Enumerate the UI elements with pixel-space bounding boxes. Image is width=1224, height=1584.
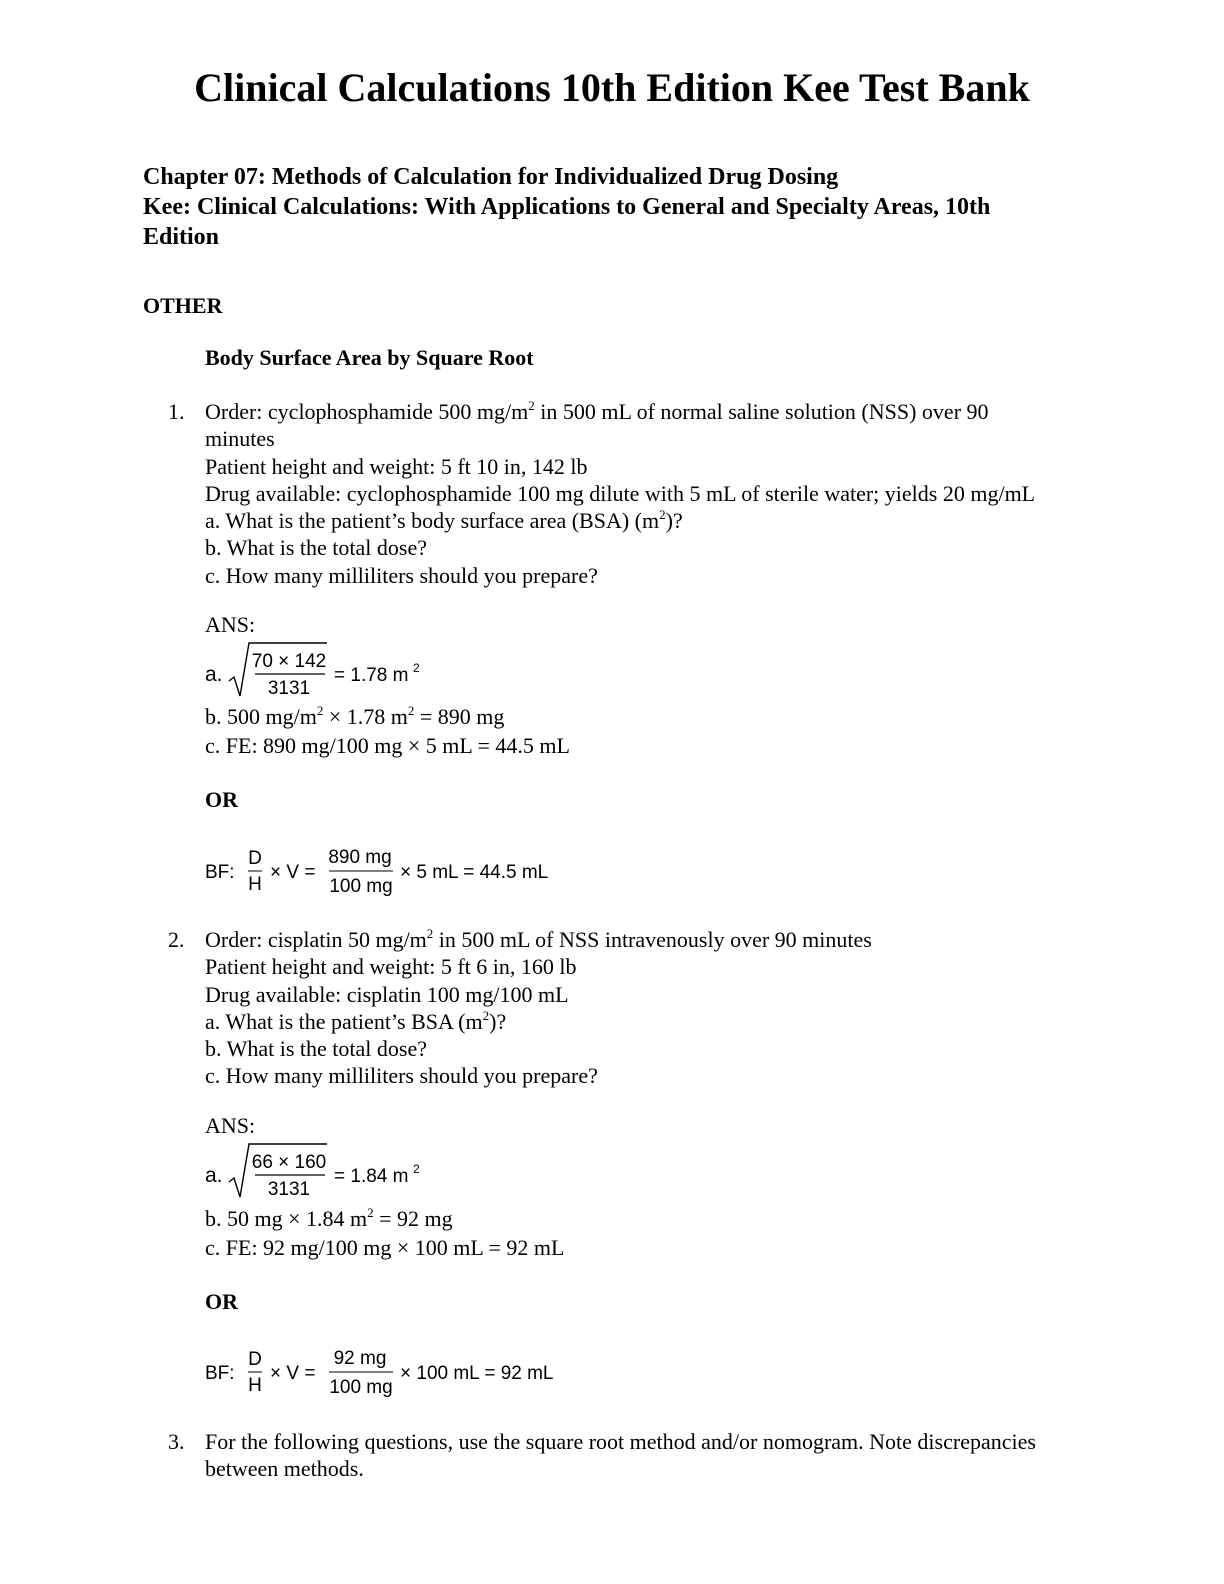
formula-result-exponent: 2 <box>413 661 420 675</box>
chapter-title: Chapter 07: Methods of Calculation for Individualized Drug Dosing <box>143 164 839 190</box>
question-text: For the following questions, use the square root method and/or nomogram. Note discrepancies <box>205 1429 1036 1454</box>
question-a: a. What is the patient’s body surface area (BSA) $(m^2)$? <box>205 507 683 534</box>
answer-c: c. FE: 92 mg/100 mg × 100 mL = 92 mL <box>205 1235 565 1260</box>
bf-tail: × 5 mL = 44.5 mL <box>400 862 549 883</box>
bf-xv: × V = <box>270 1363 316 1384</box>
formula-denominator: 3131 <box>267 1179 311 1200</box>
question-number: 2. <box>168 927 185 952</box>
sqrt-formula <box>205 1139 445 1207</box>
question-a: a. What is the patient’s BSA $(m^2)$? <box>205 1007 507 1034</box>
formula-numerator: 66 × 160 <box>251 1152 327 1173</box>
answer-b: b. 500 $mg/m^2 \times 1.78$ $m^2 = 890$ mg <box>205 703 505 729</box>
question-b: b. What is the total dose? <box>205 535 427 561</box>
question-number: 3. <box>168 1429 185 1454</box>
formula-result: = 1.78 m <box>334 665 409 686</box>
bf-label: BF: <box>205 1363 235 1384</box>
answer-label: ANS: <box>205 1113 256 1138</box>
bf-h: H <box>248 874 262 895</box>
formula-prefix: a. <box>205 1164 223 1187</box>
bf-numerator: 890 mg <box>328 847 392 868</box>
patient-line: Patient height and weight: 5 ft 6 in, 160 lb <box>205 954 577 980</box>
question-c: c. How many milliliters should you prepare? <box>205 1063 598 1089</box>
formula-numerator: 70 × 142 <box>251 651 327 672</box>
answer-c: c. FE: 890 mg/100 mg × 5 mL = 44.5 mL <box>205 733 570 758</box>
drug-line: Drug available: cyclophosphamide 100 mg dilute with 5 mL of sterile water; yields 20 mg/mL <box>205 480 1036 506</box>
bf-d: D <box>248 1349 262 1370</box>
question-number: 1. <box>168 399 185 424</box>
bf-xv: × V = <box>270 862 316 883</box>
bf-h: H <box>248 1375 262 1396</box>
formula-result: = 1.84 m <box>334 1166 409 1187</box>
answer-b: b. 50 mg × 1.84 $m^2 = 92$ mg <box>205 1205 453 1231</box>
or-label: OR <box>205 787 238 812</box>
bf-d: D <box>248 848 262 869</box>
bf-formula <box>205 842 585 908</box>
formula-prefix: a. <box>205 663 223 686</box>
bf-denominator: 100 mg <box>329 1377 393 1398</box>
or-label: OR <box>205 1289 238 1314</box>
sqrt-formula <box>205 638 445 706</box>
order-line: Order: cyclophosphamide 500 $mg/m^2$ in 500 mL of normal saline solution (NSS) over 90 <box>205 398 989 424</box>
book-title: Kee: Clinical Calculations: With Applications to General and Specialty Areas, 10th <box>143 194 991 220</box>
question-text-cont: between methods. <box>205 1456 364 1482</box>
drug-line: Drug available: cisplatin 100 mg/100 mL <box>205 981 569 1007</box>
formula-denominator: 3131 <box>267 678 311 699</box>
document-title: Clinical Calculations 10th Edition Kee Test Bank <box>194 65 1030 110</box>
order-line-cont: minutes <box>205 426 275 452</box>
patient-line: Patient height and weight: 5 ft 10 in, 142 lb <box>205 453 588 479</box>
formula-result-exponent: 2 <box>413 1162 420 1176</box>
question-b: b. What is the total dose? <box>205 1036 427 1062</box>
bf-tail: × 100 mL = 92 mL <box>400 1363 554 1384</box>
book-title-continued: Edition <box>143 224 220 250</box>
section-label: OTHER <box>143 293 223 318</box>
answer-label: ANS: <box>205 612 256 637</box>
bf-formula <box>205 1343 585 1409</box>
bf-denominator: 100 mg <box>329 876 393 897</box>
chapter-heading <box>143 162 1103 252</box>
question-c: c. How many milliliters should you prepare? <box>205 562 598 588</box>
subsection-title: Body Surface Area by Square Root <box>205 345 534 370</box>
order-line: Order: cisplatin 50 $mg/m^2$ in 500 mL of NSS intravenously over 90 minutes <box>205 926 872 952</box>
bf-numerator: 92 mg <box>333 1348 387 1369</box>
bf-label: BF: <box>205 862 235 883</box>
